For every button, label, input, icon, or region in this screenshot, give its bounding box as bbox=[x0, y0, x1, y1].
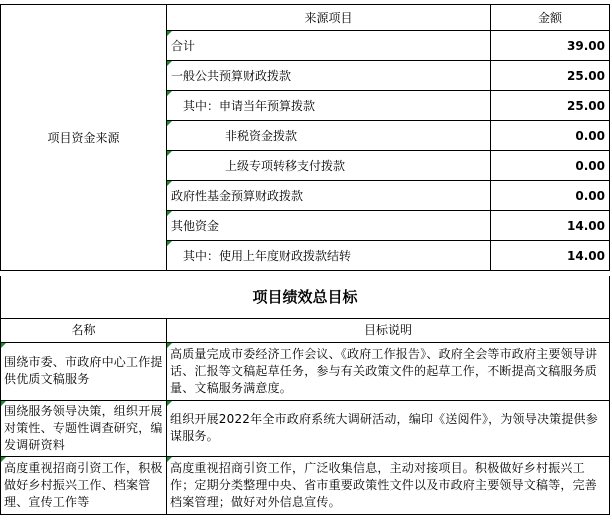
desc-header: 目标说明 bbox=[167, 318, 610, 342]
target-desc: 组织开展2022年全市政府系统大调研活动，编印《送阅件》，为领导决策提供参谋服务。 bbox=[167, 400, 610, 456]
source-cell: 政府性基金预算财政拨款 bbox=[167, 181, 491, 211]
source-cell: 一般公共预算财政拨款 bbox=[167, 61, 491, 91]
target-desc: 高质量完成市委经济工作会议、《政府工作报告》、政府全会等市政府主要领导讲话、汇报等文稿起草任务，参与有关政策文件的起草工作，不断提高文稿服务质量、文稿服务满意度。 bbox=[167, 342, 610, 400]
target-desc: 高度重视招商引资工作，广泛收集信息，主动对接项目。积极做好乡村振兴工作；定期分类整理中央、省市重要政策性文件以及市政府主要领导文稿等，完善档案管理；做好对外信息宣传。 bbox=[167, 456, 610, 514]
target-name: 高度重视招商引资工作，积极做好乡村振兴工作、档案管理、宣传工作等 bbox=[1, 456, 167, 514]
source-cell: 其他资金 bbox=[167, 211, 491, 241]
amount-cell: 0.00 bbox=[491, 151, 610, 181]
amount-cell: 14.00 bbox=[491, 211, 610, 241]
source-header: 来源项目 bbox=[167, 5, 491, 31]
source-cell: 其中：申请当年预算拨款 bbox=[167, 91, 491, 121]
target-name: 围绕服务领导决策，组织开展对策性、专题性调查研究，编发调研资料 bbox=[1, 400, 167, 456]
performance-table bbox=[0, 276, 610, 515]
performance-title: 项目绩效总目标 bbox=[1, 276, 610, 318]
amount-cell: 25.00 bbox=[491, 91, 610, 121]
source-cell: 上级专项转移支付拨款 bbox=[167, 151, 491, 181]
amount-cell: 25.00 bbox=[491, 61, 610, 91]
source-cell: 其中：使用上年度财政拨款结转 bbox=[167, 241, 491, 271]
amount-cell: 0.00 bbox=[491, 181, 610, 211]
amount-cell: 39.00 bbox=[491, 31, 610, 61]
amount-cell: 0.00 bbox=[491, 121, 610, 151]
funding-source-table bbox=[0, 4, 610, 271]
amount-cell: 14.00 bbox=[491, 241, 610, 271]
source-cell: 合计 bbox=[167, 31, 491, 61]
target-name: 围绕市委、市政府中心工作提供优质文稿服务 bbox=[1, 342, 167, 400]
source-cell: 非税资金拨款 bbox=[167, 121, 491, 151]
name-header: 名称 bbox=[1, 318, 167, 342]
amount-header: 金额 bbox=[491, 5, 610, 31]
funding-row-label: 项目资金来源 bbox=[1, 5, 167, 271]
